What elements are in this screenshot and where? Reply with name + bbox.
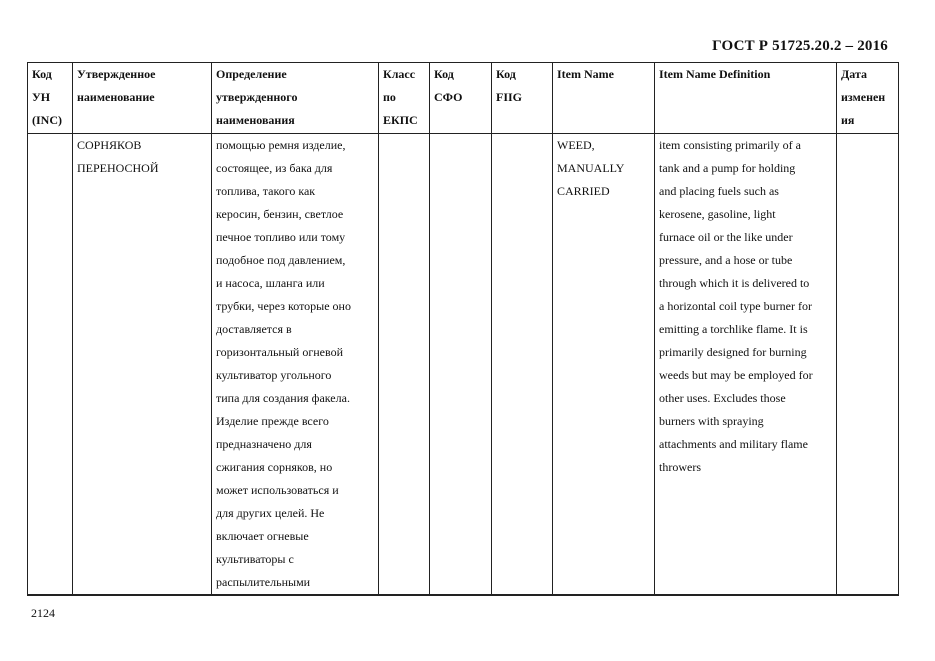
cell-text-line: СОРНЯКОВ [77, 138, 142, 152]
column-header-definition-ru [212, 63, 379, 134]
column-header-approved-name [73, 63, 212, 134]
column-header-class-ekps [379, 63, 430, 134]
cell-text-line: помощью ремня изделие, [216, 138, 346, 152]
column-header-line: (INC) [32, 113, 62, 127]
column-header-line: наименование [77, 90, 155, 104]
cell-text-line: MANUALLY [557, 161, 625, 175]
cell-item-name [553, 134, 655, 596]
document-standard-title: ГОСТ Р 51725.20.2 – 2016 [712, 38, 888, 54]
column-header-line: Код [434, 67, 454, 81]
cell-text-line: печное топливо или тому [216, 230, 346, 244]
cell-text-line: CARRIED [557, 184, 610, 198]
column-header-line: Класс [383, 67, 416, 81]
cell-item-name-definition [655, 134, 837, 596]
column-header-code-sfo [430, 63, 492, 134]
cell-inc [28, 134, 73, 596]
cell-text-line: through which it is delivered to [659, 276, 810, 290]
column-header-line: Item Name [557, 67, 614, 81]
column-header-line: Item Name Definition [659, 67, 771, 81]
cell-text-line: керосин, бензин, светлое [216, 207, 344, 221]
cell-text-line: состоящее, из бака для [216, 161, 333, 175]
cell-text-line: weeds but may be employed for [659, 368, 813, 382]
cell-text-line: attachments and military flame [659, 437, 808, 451]
column-header-line: СФО [434, 90, 463, 104]
column-header-line: Утвержденное [77, 67, 156, 81]
cell-text-line: подобное под давлением, [216, 253, 346, 267]
cell-text-line: распылительными [216, 575, 311, 589]
cell-text-line: типа для создания факела. [216, 391, 350, 405]
column-header-line: утвержденного [216, 90, 298, 104]
cell-text-line: и насоса, шланга или [216, 276, 325, 290]
cell-text-line: item consisting primarily of a [659, 138, 801, 152]
cell-text-line: трубки, через которые оно [216, 299, 351, 313]
cell-text-line: tank and a pump for holding [659, 161, 796, 175]
table-row [28, 134, 899, 596]
cell-text-line: Изделие прежде всего [216, 414, 329, 428]
cell-text-line: ПЕРЕНОСНОЙ [77, 161, 159, 175]
cell-class-ekps [379, 134, 430, 596]
page-number: 2124 [31, 606, 55, 620]
cell-text-line: a horizontal coil type burner for [659, 299, 812, 313]
column-header-line: по [383, 90, 396, 104]
column-header-line: FIIG [496, 90, 523, 104]
column-header-line: Код [496, 67, 516, 81]
column-header-line: наименования [216, 113, 295, 127]
cell-text-line: горизонтальный огневой [216, 345, 344, 359]
cell-code-fiig [492, 134, 553, 596]
cell-definition-ru [212, 134, 379, 596]
cell-text-line: для других целей. Не [216, 506, 325, 520]
cell-text-line: pressure, and a hose or tube [659, 253, 793, 267]
cell-text-line: emitting a torchlike flame. It is [659, 322, 808, 336]
column-header-code-fiig [492, 63, 553, 134]
cell-text-line: топлива, такого как [216, 184, 316, 198]
column-header-inc [28, 63, 73, 134]
cell-text-line: and placing fuels such as [659, 184, 779, 198]
cell-text-line: throwers [659, 460, 701, 474]
column-header-item-name [553, 63, 655, 134]
column-header-line: изменен [841, 90, 886, 104]
cell-text-line: может использоваться и [216, 483, 339, 497]
cell-text-line: сжигания сорняков, но [216, 460, 333, 474]
column-header-line: ЕКПС [383, 113, 418, 127]
cell-text-line: культиваторы с [216, 552, 294, 566]
cell-change-date [837, 134, 899, 596]
cell-text-line: burners with spraying [659, 414, 764, 428]
item-name-registry-table [27, 62, 899, 596]
cell-text-line: WEED, [557, 138, 595, 152]
cell-text-line: доставляется в [216, 322, 292, 336]
column-header-line: Определение [216, 67, 287, 81]
column-header-change-date [837, 63, 899, 134]
cell-approved-name [73, 134, 212, 596]
table-header-row [28, 63, 899, 134]
cell-text-line: primarily designed for burning [659, 345, 807, 359]
column-header-line: УН [32, 90, 51, 104]
cell-code-sfo [430, 134, 492, 596]
column-header-line: Код [32, 67, 52, 81]
cell-text-line: предназначено для [216, 437, 312, 451]
column-header-line: Дата [841, 67, 867, 81]
cell-text-line: other uses. Excludes those [659, 391, 786, 405]
cell-text-line: kerosene, gasoline, light [659, 207, 776, 221]
column-header-line: ия [841, 113, 855, 127]
cell-text-line: культиватор угольного [216, 368, 332, 382]
column-header-item-name-definition [655, 63, 837, 134]
cell-text-line: включает огневые [216, 529, 309, 543]
cell-text-line: furnace oil or the like under [659, 230, 793, 244]
